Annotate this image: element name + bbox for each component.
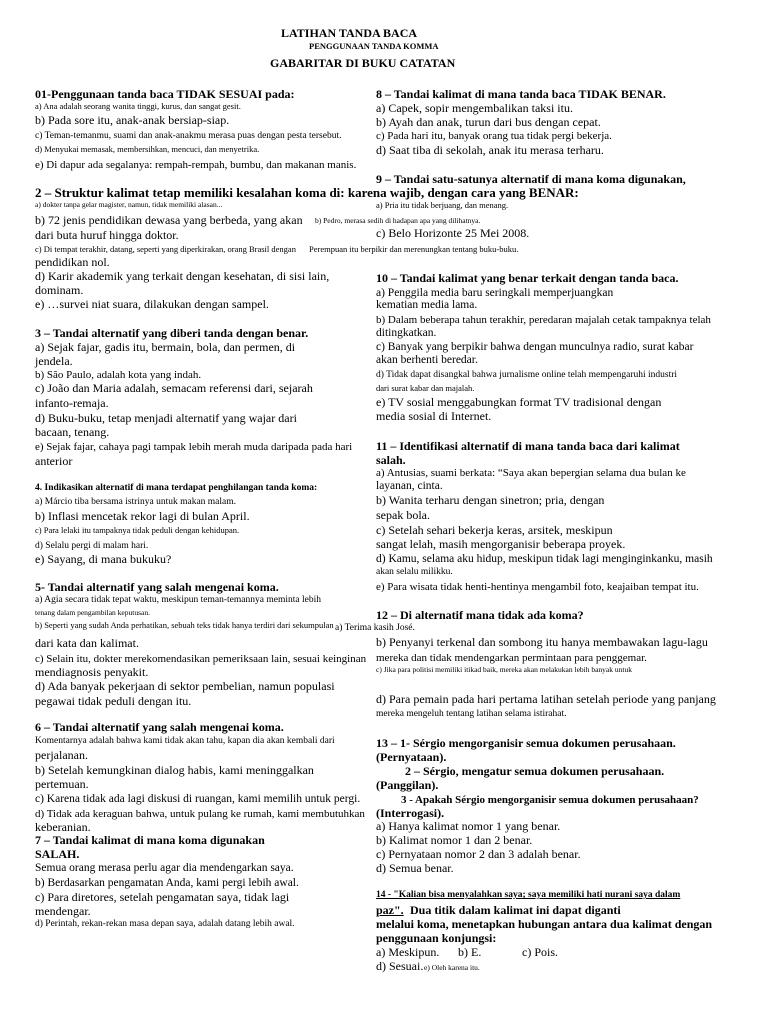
q13-statement-2-type: (Panggilan).	[376, 778, 439, 792]
question-13-statement-2: 2 – Sérgio, mengatur semua dokumen perusahaan.	[405, 764, 665, 778]
question-13-statement-3: 3 - Apakah Sérgio mengorganisir semua dokumen perusahaan?	[401, 794, 699, 806]
q7-option-c: c) Para diretores, setelah pengamatan saya, tidak lagi	[35, 890, 290, 904]
q10-option-c: c) Banyak yang berpikir bahwa dengan munculnya radio, surat kabar	[376, 341, 694, 353]
q5-option-b-cont: dari kata dan kalimat.	[35, 636, 139, 650]
q8-option-b: b) Ayah dan anak, turun dari bus dengan cepat.	[376, 115, 601, 129]
question-3-title: 3 – Tandai alternatif yang diberi tanda dengan benar.	[35, 326, 309, 340]
q12-option-d: d) Para pemain pada hari pertama latihan setelah periode yang panjang	[376, 692, 716, 706]
q3-option-e-cont: anterior	[35, 454, 73, 468]
q11-option-a: a) Antusias, suami berkata: “Saya akan bepergian selama dua bulan ke	[376, 467, 686, 479]
q14-option-c: c) Pois.	[522, 945, 558, 959]
question-2-title: 2 – Struktur kalimat tetap memiliki kesalahan koma di: karena wajib, dengan cara yang BENAR:	[35, 185, 579, 200]
question-10-title: 10 – Tandai kalimat yang benar terkait dengan tanda baca.	[376, 271, 679, 285]
q10-option-b: b) Dalam beberapa tahun terakhir, peredaran majalah cetak tampaknya telah	[376, 314, 711, 326]
q12-option-b: b) Penyanyi terkenal dan sombong itu hanya membawakan lagu-lagu	[376, 635, 708, 649]
q10-option-c-cont: akan berhenti beredar.	[376, 354, 478, 366]
q3-option-d: d) Buku-buku, tetap menjadi alternatif yang wajar dari	[35, 411, 297, 425]
q9-option-d: Perempuan itu berpikir dan merenungkan tentang buku-buku.	[309, 244, 519, 254]
q7-option-b: b) Berdasarkan pengamatan Anda, kami pergi lebih awal.	[35, 877, 299, 889]
q2-option-d-cont: dominam.	[35, 283, 84, 297]
q11-option-e: e) Para wisata tidak henti-hentinya mengambil foto, keajaiban tempat itu.	[376, 581, 699, 593]
q13-option-d: d) Semua benar.	[376, 861, 454, 875]
q11-option-b: b) Wanita terharu dengan sinetron; pria, dengan	[376, 493, 605, 507]
q6-option-d: d) Tidak ada keraguan bahwa, untuk pulang ke rumah, kami membutuhkan	[35, 808, 365, 820]
q3-option-d-cont: bacaan, tenang.	[35, 425, 110, 439]
q4-option-a: a) Márcio tiba bersama istrinya untuk makan malam.	[35, 497, 237, 507]
q13-statement-1-type: (Pernyataan).	[376, 750, 447, 764]
q5-option-c: c) Selain itu, dokter merekomendasikan pemeriksaan lain, sesuai keinginan	[35, 653, 367, 665]
q13-option-a: a) Hanya kalimat nomor 1 yang benar.	[376, 819, 561, 833]
q10-option-d-cont: dari surat kabar dan majalah.	[376, 383, 475, 393]
q3-option-a: a) Sejak fajar, gadis itu, bermain, bola, dan permen, di	[35, 340, 296, 354]
question-13-statement-1: 13 – 1- Sérgio mengorganisir semua dokumen perusahaan.	[376, 736, 676, 750]
q1-option-a: a) Ana adalah seorang wanita tinggi, kurus, dan sangat gesit.	[35, 101, 241, 111]
q6-option-b: b) Setelah kemungkinan dialog habis, kami meninggalkan	[35, 763, 314, 777]
q14-option-d: d) Sesuai.	[376, 959, 424, 973]
q5-option-d-cont: pegawai tidak peduli dengan itu.	[35, 694, 192, 708]
q11-option-c-cont: sangat lelah, masih mengorganisir beberapa proyek.	[376, 537, 626, 551]
question-14-title-cont: melalui koma, menetapkan hubungan antara dua kalimat dengan	[376, 917, 713, 931]
q12-option-d-cont: mereka mengeluh tentang latihan selama istirahat.	[376, 709, 567, 719]
q7-option-d: d) Perintah, rekan-rekan masa depan saya, adalah datang lebih awal.	[35, 919, 295, 929]
q14-option-e: e) Oleh karena itu.	[424, 963, 480, 972]
q1-option-e: e) Di dapur ada segalanya: rempah-rempah, bumbu, dan makanan manis.	[35, 159, 357, 171]
q13-statement-3-type: (Interrogasi).	[376, 806, 445, 820]
q2-option-b: b) 72 jenis pendidikan dewasa yang berbeda, yang akan	[35, 213, 303, 227]
q12-option-a: a) Terima kasih José.	[335, 623, 415, 633]
q10-option-a-cont: kematian media lama.	[376, 299, 478, 311]
question-14-quote: 14 - "Kalian bisa menyalahkan saya; saya memiliki hati nurani saya dalam	[376, 890, 681, 900]
q13-option-c: c) Pernyataan nomor 2 dan 3 adalah benar.	[376, 847, 581, 861]
q2-option-e: e) …survei niat suara, dilakukan dengan sampel.	[35, 297, 269, 311]
q11-option-c: c) Setelah sehari bekerja keras, arsitek, meskipun	[376, 523, 613, 537]
q1-option-c: c) Teman-temanmu, suami dan anak-anakmu merasa puas dengan pesta tersebut.	[35, 131, 342, 141]
q2-option-c: c) Di tempat terakhir, datang, seperti yang diperkirakan, orang Brasil dengan	[35, 244, 296, 254]
q3-option-e: e) Sejak fajar, cahaya pagi tampak lebih merah muda daripada pada hari	[35, 441, 353, 453]
q5-option-c-cont: mendiagnosis penyakit.	[35, 665, 149, 679]
question-14-quote-end: paz".	[376, 903, 404, 917]
page-subtitle-2: GABARITAR DI BUKU CATATAN	[270, 56, 456, 70]
q3-option-a-cont: jendela.	[35, 354, 73, 368]
q9-option-b: b) Pedro, merasa sedih di hadapan apa yang dilihatnya.	[315, 216, 481, 225]
q5-option-b: b) Seperti yang sudah Anda perhatikan, sebuah teks tidak hanya terdiri dari sekumpulan	[35, 620, 334, 630]
question-7-title: 7 – Tandai kalimat di mana koma digunakan	[35, 833, 265, 847]
q4-option-d: d) Selalu pergi di malam hari.	[35, 541, 149, 551]
q1-option-d: d) Menyukai memasak, membersihkan, mencuci, dan menyetrika.	[35, 144, 260, 154]
q4-option-c: c) Para lelaki itu tampaknya tidak peduli dengan kehidupan.	[35, 525, 240, 535]
q10-option-e-cont: media sosial di Internet.	[376, 409, 492, 423]
q2-option-d: d) Karir akademik yang terkait dengan kesehatan, di sisi lain,	[35, 269, 330, 283]
q6-option-b-cont: pertemuan.	[35, 777, 89, 791]
q6-option-a: Komentarnya adalah bahwa kami tidak akan tahu, kapan dia akan kembali dari	[35, 736, 335, 746]
q6-option-d-cont: keberanian.	[35, 820, 91, 834]
question-8-title: 8 – Tandai kalimat di mana tanda baca TIDAK BENAR.	[376, 87, 666, 101]
q5-option-a: a) Agia secara tidak tepat waktu, meskipun teman-temannya meminta lebih	[35, 595, 321, 605]
q9-option-a: a) Pria itu tidak berjuang, dan menang.	[376, 200, 509, 210]
q11-option-d: d) Kamu, selama aku hidup, meskipun tidak lagi menginginkanku, masih	[376, 553, 713, 565]
q12-option-c: c) Jika para politisi memiliki itikad baik, mereka akan melakukan lebih banyak untuk	[376, 665, 632, 674]
question-14-title-cont-2: penggunaan konjungsi:	[376, 931, 497, 945]
q10-option-e: e) TV sosial menggabungkan format TV tradisional dengan	[376, 395, 662, 409]
q14-option-a: a) Meskipun.	[376, 945, 440, 959]
question-12-title: 12 – Di alternatif mana tidak ada koma?	[376, 608, 584, 622]
question-5-title: 5- Tandai alternatif yang salah mengenai koma.	[35, 580, 279, 594]
q8-option-c: c) Pada hari itu, banyak orang tua tidak pergi bekerja.	[376, 130, 612, 142]
q14-option-b: b) E.	[458, 945, 482, 959]
q10-option-b-cont: ditingkatkan.	[376, 327, 437, 339]
q10-option-d: d) Tidak dapat disangkal bahwa jurnalisme online telah mempengaruhi industri	[376, 370, 678, 380]
q10-option-a: a) Penggila media baru seringkali memperjuangkan	[376, 287, 614, 299]
page-subtitle: PENGGUNAAN TANDA KOMMA	[309, 41, 439, 51]
q12-option-b-cont: mereka dan tidak mendengarkan permintaan para penggemar.	[376, 652, 647, 664]
question-11-title-cont: salah.	[376, 453, 406, 467]
page-title: LATIHAN TANDA BACA	[281, 26, 418, 40]
question-9-title: 9 – Tandai satu-satunya alternatif di mana koma digunakan,	[376, 172, 686, 186]
question-11-title: 11 – Identifikasi alternatif di mana tanda baca dari kalimat	[376, 439, 680, 453]
q2-option-c-cont: pendidikan nol.	[35, 255, 110, 269]
q5-option-a-cont: tenang dalam pengambilan keputusan.	[35, 608, 150, 617]
q6-option-a-cont: perjalanan.	[35, 748, 88, 762]
q4-option-e: e) Sayang, di mana bukuku?	[35, 552, 172, 566]
question-6-title: 6 – Tandai alternatif yang salah mengenai koma.	[35, 720, 284, 734]
q2-option-b-cont: dari buta huruf hingga doktor.	[35, 228, 179, 242]
q11-option-d-cont: akan selalu milikku.	[376, 567, 453, 577]
q7-option-a: Semua orang merasa perlu agar dia mendengarkan saya.	[35, 862, 294, 874]
q3-option-b: b) São Paulo, adalah kota yang indah.	[35, 369, 202, 381]
q5-option-d: d) Ada banyak pekerjaan di sektor pembelian, namun populasi	[35, 679, 335, 693]
question-14-title: Dua titik dalam kalimat ini dapat diganti	[410, 903, 621, 917]
question-1-title: 01-Penggunaan tanda baca TIDAK SESUAI pada:	[35, 87, 295, 101]
q11-option-b-cont: sepak bola.	[376, 508, 430, 522]
q8-option-d: d) Saat tiba di sekolah, anak itu merasa terharu.	[376, 143, 604, 157]
q11-option-a-cont: layanan, cinta.	[376, 480, 443, 492]
q7-option-c-cont: mendengar.	[35, 904, 91, 918]
question-4-title: 4. Indikasikan alternatif di mana terdapat penghilangan tanda koma:	[35, 483, 318, 493]
q4-option-b: b) Inflasi mencetak rekor lagi di bulan April.	[35, 509, 250, 523]
q3-option-c: c) João dan Maria adalah, semacam referensi dari, sejarah	[35, 381, 313, 395]
q2-option-a: a) dokter tanpa gelar magister, namun, tidak memiliki alasan...	[35, 200, 223, 209]
q3-option-c-cont: infanto-remaja.	[35, 396, 109, 410]
q6-option-c: c) Karena tidak ada lagi diskusi di ruangan, kami memilih untuk pergi.	[35, 793, 361, 805]
q1-option-b: b) Pada sore itu, anak-anak bersiap-siap.	[35, 113, 230, 127]
q8-option-a: a) Capek, sopir mengembalikan taksi itu.	[376, 101, 573, 115]
q13-option-b: b) Kalimat nomor 1 dan 2 benar.	[376, 833, 533, 847]
question-7-title-cont: SALAH.	[35, 847, 80, 861]
q9-option-c: c) Belo Horizonte 25 Mei 2008.	[376, 226, 530, 240]
